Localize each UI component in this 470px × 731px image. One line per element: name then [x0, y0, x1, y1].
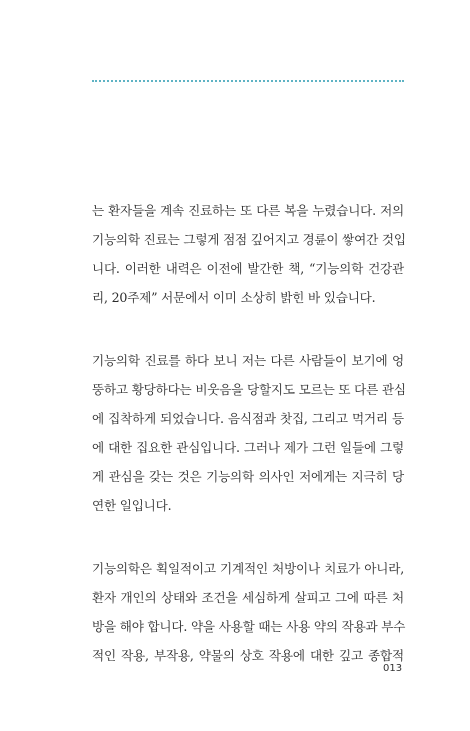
- text-line: 기능의학은 획일적이고 기계적인 처방이나 치료가 아니라,: [92, 561, 404, 576]
- text-line: 기능의학 진료를 하다 보니 저는 다른 사람들이 보기에 엉: [92, 353, 404, 368]
- text-line: 에 집착하게 되었습니다. 음식점과 찻집, 그리고 먹거리 등: [92, 411, 404, 426]
- paragraph-2: [92, 346, 404, 520]
- text-line: 게 관심을 갖는 것은 기능의학 의사인 저에게는 지극히 당: [92, 469, 404, 484]
- header-dotted-rule: [92, 80, 404, 82]
- text-line: 는 환자들을 계속 진료하는 또 다른 복을 누렸습니다. 저의: [92, 203, 404, 218]
- paragraph-1: [92, 196, 404, 312]
- text-line: 방을 해야 합니다. 약을 사용할 때는 사용 약의 작용과 부수: [92, 619, 406, 634]
- body-text: [92, 196, 404, 704]
- text-line: 에 대한 집요한 관심입니다. 그러나 제가 그런 일들에 그렇: [92, 440, 404, 455]
- text-line: 연한 일입니다.: [92, 498, 172, 513]
- text-line: 니다. 이러한 내력은 이전에 발간한 책, “기능의학 건강관: [92, 261, 404, 276]
- paragraph-3: [92, 554, 404, 670]
- page-number: 013: [383, 663, 403, 674]
- text-line: 적인 작용, 부작용, 약물의 상호 작용에 대한 깊고 종합적: [92, 648, 404, 663]
- text-line: 리, 20주제” 서문에서 이미 소상히 밝힌 바 있습니다.: [92, 290, 376, 305]
- text-line: 기능의학 진료는 그렇게 점점 깊어지고 경륜이 쌓여간 것입: [92, 232, 406, 247]
- text-line: 뚱하고 황당하다는 비웃음을 당할지도 모르는 또 다른 관심: [92, 382, 406, 397]
- text-line: 환자 개인의 상태와 조건을 세심하게 살피고 그에 따른 처: [92, 590, 404, 605]
